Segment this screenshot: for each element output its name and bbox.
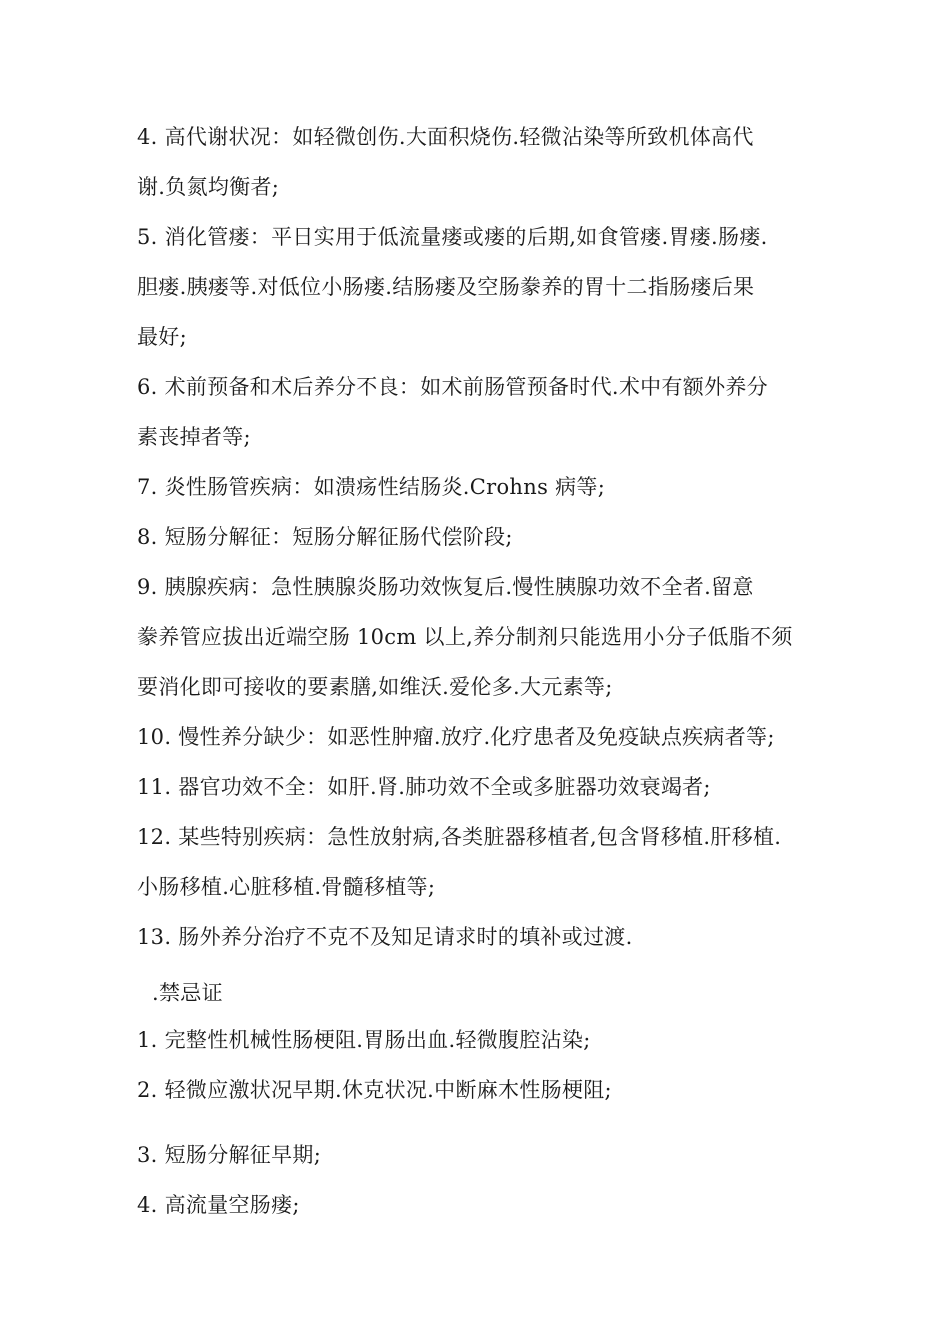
text-line: 12. 某些特别疾病：急性放射病,各类脏器移植者,包含肾移植.肝移植.: [137, 825, 782, 849]
text-line: 6. 术前预备和术后养分不良：如术前肠管预备时代.术中有额外养分: [137, 375, 768, 399]
text-line: 谢.负氮均衡者;: [137, 175, 280, 199]
text-line: 小肠移植.心脏移植.骨髓移植等;: [137, 875, 436, 899]
list-item: 4. 高流量空肠瘘;: [137, 1193, 300, 1217]
list-item: 2. 轻微应激状况早期.休克状况.中断麻木性肠梗阻;: [137, 1078, 612, 1102]
text-line: 13. 肠外养分治疗不克不及知足请求时的填补或过渡.: [137, 925, 633, 949]
text-line: 10. 慢性养分缺少：如恶性肿瘤.放疗.化疗患者及免疫缺点疾病者等;: [137, 725, 775, 749]
text-line: 9. 胰腺疾病：急性胰腺炎肠功效恢复后.慢性胰腺功效不全者.留意: [137, 575, 754, 599]
section-heading: .禁忌证: [152, 981, 223, 1005]
text-line: 4. 高代谢状况：如轻微创伤.大面积烧伤.轻微沾染等所致机体高代: [137, 125, 754, 149]
text-line: 素丧掉者等;: [137, 425, 251, 449]
text-line: 胆瘘.胰瘘等.对低位小肠瘘.结肠瘘及空肠豢养的胃十二指肠瘘后果: [137, 275, 755, 299]
text-line: 8. 短肠分解征：短肠分解征肠代偿阶段;: [137, 525, 513, 549]
text-line: 7. 炎性肠管疾病：如溃疡性结肠炎.Crohns 病等;: [137, 475, 606, 499]
text-line: 豢养管应拔出近端空肠 10cm 以上,养分制剂只能选用小分子低脂不须: [137, 625, 793, 649]
list-item: 3. 短肠分解征早期;: [137, 1143, 322, 1167]
text-line: 要消化即可接收的要素膳,如维沃.爱伦多.大元素等;: [137, 675, 613, 699]
text-line: 5. 消化管瘘：平日实用于低流量瘘或瘘的后期,如食管瘘.胃瘘.肠瘘.: [137, 225, 768, 249]
list-item: 1. 完整性机械性肠梗阻.胃肠出血.轻微腹腔沾染;: [137, 1028, 591, 1052]
text-line: 最好;: [137, 325, 187, 349]
text-line: 11. 器官功效不全：如肝.肾.肺功效不全或多脏器功效衰竭者;: [137, 775, 711, 799]
